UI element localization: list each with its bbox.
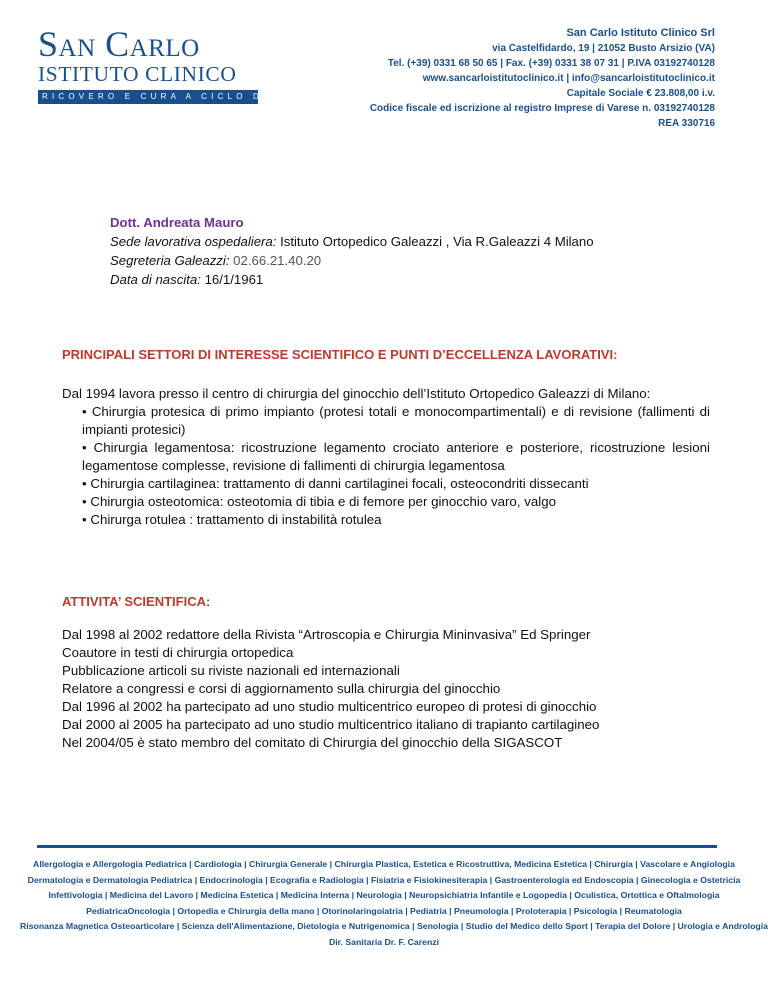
footer-line: Risonanza Magnetica Osteoarticolare | Scienza dell'Alimentazione, Dietologia e Nutrigenomica | Senologia | Studio del Medico dello Sport | Terapia del Dolore | Urologia e Andrologia	[20, 921, 768, 931]
footer-line: Dermatologia e Dermatologia Pediatrica | Endocrinologia | Ecografia e Radiologia | Fisiatria e Fisiokinesiterapia | Gastroenterologia ed Endoscopia | Ginecologia e Ostetricia	[27, 874, 741, 885]
company-rea: REA 330716	[658, 118, 715, 129]
scientific-line: Dal 2000 al 2005 ha partecipato ad uno studio multicentrico italiano di trapianto cartilagineo	[62, 717, 600, 732]
secretary-phone: 02.66.21.40.20	[229, 253, 322, 268]
footer-line: Infettivologia | Medicina del Lavoro | Medicina Estetica | Medicina Interna | Neurologia | Neuropsichiatria Infantile e Logopedia | Oculistica, Ortottica e Oftalmologia	[48, 890, 720, 900]
logo-title: San Carlo	[38, 24, 200, 64]
list-item: • Chirurgia legamentosa: ricostruzione legamento crociato anteriore e posteriore, ricostruzione lesioni legamentose complesse, revisione di fallimenti di chirurgia legamentosa	[82, 439, 710, 475]
footer-specialties	[20, 857, 768, 950]
workplace-value: Istituto Ortopedico Galeazzi , Via R.Galeazzi 4 Milano	[276, 234, 594, 249]
list-item: • Chirurgia protesica di primo impianto (protesi totali e monocompartimentali) e di revisione (fallimenti di impianti protesici)	[82, 403, 710, 439]
scientific-body	[62, 626, 710, 752]
secretary-line	[110, 251, 594, 270]
scientific-line: Dal 1998 al 2002 redattore della Rivista “Artroscopia e Chirurgia Mininvasiva” Ed Springer	[62, 627, 591, 642]
workplace-label: Sede lavorativa ospedaliera:	[110, 234, 277, 249]
interests-title: PRINCIPALI SETTORI DI INTERESSE SCIENTIFICO E PUNTI D’ECCELLENZA LAVORATIVI:	[62, 347, 618, 362]
scientific-line: Relatore a congressi e corsi di aggiornamento sulla chirurgia del ginocchio	[62, 681, 501, 696]
logo-subtitle: ISTITUTO CLINICO	[38, 62, 237, 86]
person-details	[110, 213, 594, 289]
company-info	[370, 26, 715, 131]
scientific-line: Coautore in testi di chirurgia ortopedica	[62, 645, 294, 660]
company-capital: Capitale Sociale € 23.808,00 i.v.	[566, 88, 715, 99]
scientific-line: Dal 1996 al 2002 ha partecipato ad uno studio multicentrico europeo di protesi di ginocchio	[62, 699, 597, 714]
footer-director: Dir. Sanitaria Dr. F. Carenzi	[328, 936, 440, 947]
birth-value: 16/1/1961	[200, 272, 264, 287]
logo	[38, 24, 310, 104]
logo-tagline: RICOVERO E CURA A CICLO DIURNO	[38, 90, 258, 104]
company-registry: Codice fiscale ed iscrizione al registro Imprese di Varese n. 03192740128	[369, 103, 715, 114]
workplace-line	[110, 232, 594, 251]
footer-line: Allergologia e Allergologia Pediatrica | Cardiologia | Chirurgia Generale | Chirurgia Plastica, Estetica e Ricostruttiva, Medicina Estetica | Chirurgia | Vascolare e Angiologia	[33, 859, 735, 869]
company-contacts: Tel. (+39) 0331 68 50 65 | Fax. (+39) 0331 38 07 31 | P.IVA 03192740128	[387, 58, 715, 69]
footer-divider	[37, 845, 717, 848]
secretary-label: Segreteria Galeazzi:	[110, 253, 230, 268]
list-item: • Chirurgia cartilaginea: trattamento di danni cartilaginei focali, osteocondriti dissecanti	[82, 475, 710, 493]
footer-line: PediatricaOncologia | Ortopedia e Chirurgia della mano | Otorinolaringoiatria | Pediatria | Pneumologia | Proloterapia | Psicologia | Reumatologia	[86, 905, 682, 916]
scientific-title: ATTIVITA’ SCIENTIFICA:	[62, 594, 211, 609]
interests-body	[62, 385, 710, 529]
list-item: • Chirurga rotulea : trattamento di instabilità rotulea	[82, 511, 710, 529]
company-address: via Castelfidardo, 19 | 21052 Busto Arsizio (VA)	[492, 43, 715, 54]
birth-line	[110, 270, 594, 289]
birth-label: Data di nascita:	[110, 272, 201, 287]
person-name: Dott. Andreata Mauro	[110, 215, 244, 230]
interests-intro: Dal 1994 lavora presso il centro di chirurgia del ginocchio dell’Istituto Ortopedico Galeazzi di Milano:	[62, 386, 651, 401]
company-name: San Carlo Istituto Clinico Srl	[566, 27, 715, 39]
list-item: • Chirurgia osteotomica: osteotomia di tibia e di femore per ginocchio varo, valgo	[82, 493, 710, 511]
scientific-line: Nel 2004/05 è stato membro del comitato di Chirurgia del ginocchio della SIGASCOT	[62, 735, 563, 750]
scientific-line: Pubblicazione articoli su riviste nazionali ed internazionali	[62, 663, 400, 678]
company-web-email[interactable]: www.sancarloistitutoclinico.it | info@sancarloistitutoclinico.it	[422, 73, 715, 84]
interests-list	[62, 403, 710, 529]
